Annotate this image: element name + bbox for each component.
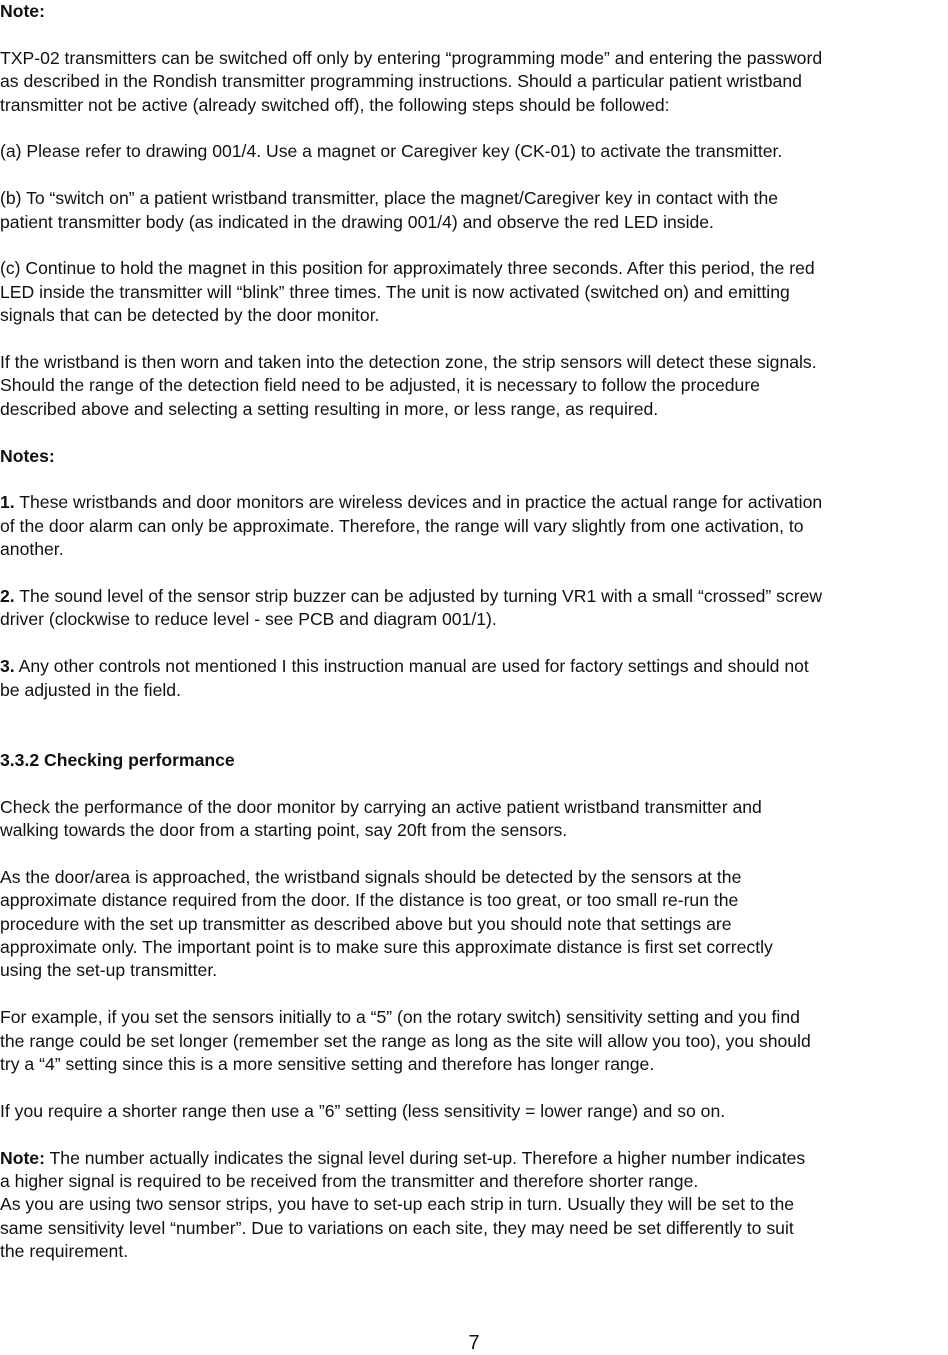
text-line: For example, if you set the sensors initially to a “5” (on the rotary switch) sensitivity setting and you find (0, 1007, 800, 1028)
spacer (0, 772, 948, 795)
text-line (0, 655, 948, 678)
page-number: 7 (468, 1332, 480, 1354)
step-b-paragraph (0, 187, 948, 234)
text-line: try a “4” setting since this is a more sensitive setting and therefore has longer range. (0, 1054, 655, 1075)
spacer (0, 328, 948, 351)
text-line: signals that can be detected by the door monitor. (0, 305, 380, 326)
text-line (0, 585, 948, 608)
check-paragraph (0, 796, 948, 843)
text-line (0, 491, 948, 514)
section-heading-text: 3.3.2 Checking performance (0, 749, 235, 770)
note-number: 2. (0, 586, 15, 607)
step-a-paragraph (0, 140, 948, 163)
text-line: (b) To “switch on” a patient wristband transmitter, place the magnet/Caregiver key in contact with the (0, 188, 779, 209)
text-line: procedure with the set up transmitter as described above but you should note that settings are (0, 913, 732, 934)
final-note-text: The number actually indicates the signal level during set-up. Therefore a higher number indicates (44, 1147, 806, 1168)
spacer (0, 117, 948, 140)
text-line: Check the performance of the door monitor by carrying an active patient wristband transmitter and (0, 796, 762, 817)
text-line: approximate distance required from the door. If the distance is too great, or too small re-run the (0, 890, 739, 911)
text-line: approximate only. The important point is to make sure this approximate distance is first set correctly (0, 937, 773, 958)
notes-heading (0, 445, 948, 468)
note-text: These wristbands and door monitors are wireless devices and in practice the actual range for activation (14, 492, 823, 513)
spacer (0, 421, 948, 444)
text-line: the range could be set longer (remember set the range as long as the site will allow you too), you should (0, 1030, 811, 1051)
text-line: driver (clockwise to reduce level - see PCB and diagram 001/1). (0, 609, 497, 630)
note-number: 3. (0, 656, 15, 677)
text-line: transmitter not be active (already switched off), the following steps should be followed: (0, 94, 670, 115)
final-note-label: Note: (0, 1147, 45, 1168)
text-line: another. (0, 539, 64, 560)
notes-heading-text: Notes: (0, 445, 55, 466)
text-line: as described in the Rondish transmitter programming instructions. Should a particular patient wristband (0, 71, 802, 92)
note-item-3 (0, 655, 948, 702)
note-number: 1. (0, 492, 15, 513)
text-line: If the wristband is then worn and taken into the detection zone, the strip sensors will detect these signals. (0, 352, 817, 373)
approach-paragraph (0, 866, 948, 983)
spacer (0, 842, 948, 865)
text-line: same sensitivity level “number”. Due to variations on each site, they may need be set differently to suit (0, 1217, 794, 1238)
text-line: If you require a shorter range then use a ”6” setting (less sensitivity = lower range) and so on. (0, 1100, 726, 1121)
intro-paragraph (0, 47, 948, 117)
shorter-range-paragraph (0, 1100, 948, 1123)
spacer (0, 632, 948, 655)
text-line: using the set-up transmitter. (0, 960, 218, 981)
note-item-1 (0, 491, 948, 561)
spacer (0, 1076, 948, 1099)
note-heading (0, 0, 948, 23)
text-line (0, 1147, 948, 1170)
text-line: described above and selecting a setting resulting in more, or less range, as required. (0, 398, 659, 419)
example-paragraph (0, 1006, 948, 1076)
spacer (0, 702, 948, 749)
text-line: LED inside the transmitter will “blink” three times. The unit is now activated (switched on) and emitting (0, 281, 790, 302)
spacer (0, 1123, 948, 1146)
text-line: of the door alarm can only be approximate. Therefore, the range will vary slightly from one activation, to (0, 515, 804, 536)
note-text: The sound level of the sensor strip buzzer can be adjusted by turning VR1 with a small “crossed” screw (14, 586, 823, 607)
spacer (0, 983, 948, 1006)
text-line: As you are using two sensor strips, you have to set-up each strip in turn. Usually they will be set to the (0, 1194, 795, 1215)
text-line: walking towards the door from a starting point, say 20ft from the sensors. (0, 820, 568, 841)
section-heading (0, 749, 948, 772)
note-text: Any other controls not mentioned I this instruction manual are used for factory settings and should not (14, 656, 809, 677)
text-line: (a) Please refer to drawing 001/4. Use a magnet or Caregiver key (CK-01) to activate the transmitter. (0, 141, 783, 162)
text-line: patient transmitter body (as indicated in the drawing 001/4) and observe the red LED inside. (0, 211, 714, 232)
spacer (0, 234, 948, 257)
text-line: As the door/area is approached, the wristband signals should be detected by the sensors at the (0, 866, 742, 887)
spacer (0, 164, 948, 187)
step-c-paragraph (0, 257, 948, 327)
text-line: TXP-02 transmitters can be switched off only by entering “programming mode” and entering the password (0, 47, 823, 68)
text-line: be adjusted in the field. (0, 679, 181, 700)
note-heading-text: Note: (0, 1, 45, 21)
note-item-2 (0, 585, 948, 632)
detection-paragraph (0, 351, 948, 421)
spacer (0, 23, 948, 46)
final-note-paragraph (0, 1147, 948, 1264)
spacer (0, 562, 948, 585)
text-line: Should the range of the detection field need to be adjusted, it is necessary to follow the procedure (0, 375, 760, 396)
text-line: (c) Continue to hold the magnet in this position for approximately three seconds. After this period, the red (0, 258, 815, 279)
text-line: a higher signal is required to be received from the transmitter and therefore shorter range. (0, 1171, 699, 1192)
spacer (0, 468, 948, 491)
text-line: the requirement. (0, 1241, 129, 1262)
